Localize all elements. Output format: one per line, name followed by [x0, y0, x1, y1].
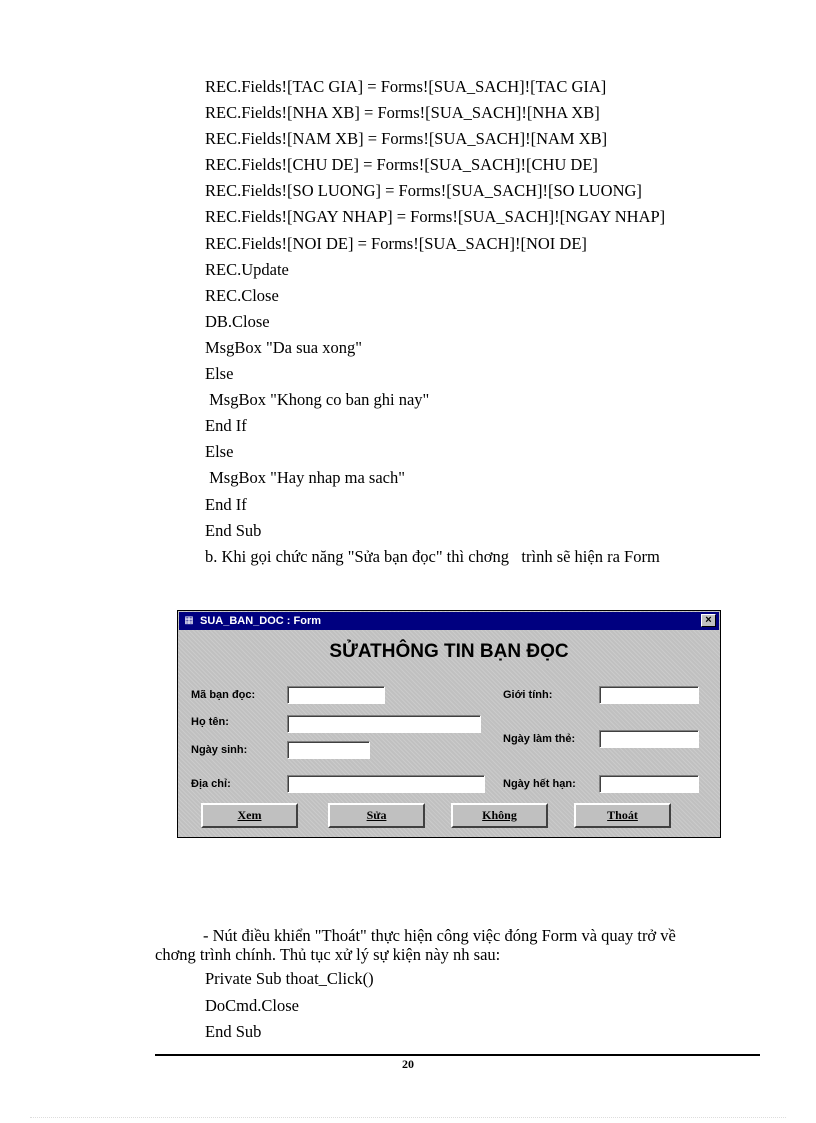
label-ngay-sinh: Ngày sinh: — [191, 744, 248, 756]
section-intro-text: b. Khi gọi chức năng "Sửa bạn đọc" thì chơng trình sẽ hiện ra Form — [205, 546, 660, 566]
code-line: MsgBox "Khong co ban ghi nay" — [205, 390, 430, 410]
ho-ten-field[interactable] — [287, 715, 481, 733]
window-title: SUA_BAN_DOC : Form — [200, 615, 322, 627]
page-edge-divider — [30, 1117, 786, 1118]
code-line: DoCmd.Close — [205, 995, 299, 1015]
form-heading: SỬATHÔNG TIN BẠN ĐỌC — [329, 641, 569, 662]
code-line: REC.Fields![NOI DE] = Forms![SUA_SACH]![NOI DE] — [205, 233, 587, 253]
footer-rule — [155, 1054, 760, 1056]
code-line: REC.Fields![NGAY NHAP] = Forms![SUA_SACH]![NGAY NHAP] — [205, 207, 666, 227]
code-line: REC.Fields![NHA XB] = Forms![SUA_SACH]![NHA XB] — [205, 103, 600, 123]
code-line: End If — [205, 494, 247, 514]
label-ma-ban-doc: Mã bạn đọc: — [191, 689, 256, 701]
page-number: 20 — [402, 1057, 414, 1071]
khong-button[interactable]: Không — [451, 803, 548, 828]
form-icon: ▦ — [184, 615, 194, 626]
close-button[interactable]: × — [701, 614, 716, 627]
label-ngay-lam-the: Ngày làm thẻ: — [503, 733, 576, 745]
label-ngay-het-han: Ngày hết hạn: — [503, 778, 576, 790]
code-line: MsgBox "Hay nhap ma sach" — [205, 468, 405, 488]
gioi-tinh-field[interactable] — [599, 686, 699, 704]
code-line: End Sub — [205, 1022, 262, 1041]
code-line: End If — [205, 416, 247, 436]
code-line: REC.Fields![CHU DE] = Forms![SUA_SACH]![CHU DE] — [205, 155, 598, 175]
label-gioi-tinh: Giới tính: — [503, 689, 553, 701]
code-line: REC.Update — [205, 259, 289, 279]
code-line: DB.Close — [205, 311, 270, 331]
paragraph-line-1 — [155, 926, 765, 945]
code-line: REC.Fields![NAM XB] = Forms![SUA_SACH]![NAM XB] — [205, 129, 608, 149]
label-ho-ten: Họ tên: — [191, 716, 229, 728]
paragraph-text-1: - Nút điều khiển "Thoát" thực hiện công việc đóng Form và quay trở về — [203, 926, 676, 945]
label-dia-chi: Địa chỉ: — [191, 778, 231, 790]
code-block-top — [205, 74, 765, 570]
window-titlebar — [179, 612, 719, 630]
code-line: Private Sub thoat_Click() — [205, 969, 374, 988]
code-block-bottom — [205, 966, 374, 1046]
ngay-sinh-field[interactable] — [287, 741, 370, 759]
code-line: REC.Fields![TAC GIA] = Forms![SUA_SACH]![TAC GIA] — [205, 77, 607, 96]
ma-ban-doc-field[interactable] — [287, 686, 385, 704]
thoat-button[interactable]: Thoát — [574, 803, 671, 828]
paragraph — [155, 926, 765, 964]
code-line: Else — [205, 442, 234, 462]
sua-button[interactable]: Sửa — [328, 803, 425, 828]
xem-button[interactable]: Xem — [201, 803, 298, 828]
code-line: End Sub — [205, 520, 262, 540]
code-line: Else — [205, 364, 234, 384]
code-line: MsgBox "Da sua xong" — [205, 337, 362, 357]
form-window — [177, 610, 721, 838]
dia-chi-field[interactable] — [287, 775, 485, 793]
ngay-lam-the-field[interactable] — [599, 730, 699, 748]
ngay-het-han-field[interactable] — [599, 775, 699, 793]
code-line: REC.Fields![SO LUONG] = Forms![SUA_SACH]![SO LUONG] — [205, 181, 642, 201]
paragraph-line-2: chơng trình chính. Thủ tục xử lý sự kiện này nh sau: — [155, 945, 501, 964]
code-line: REC.Close — [205, 285, 279, 305]
